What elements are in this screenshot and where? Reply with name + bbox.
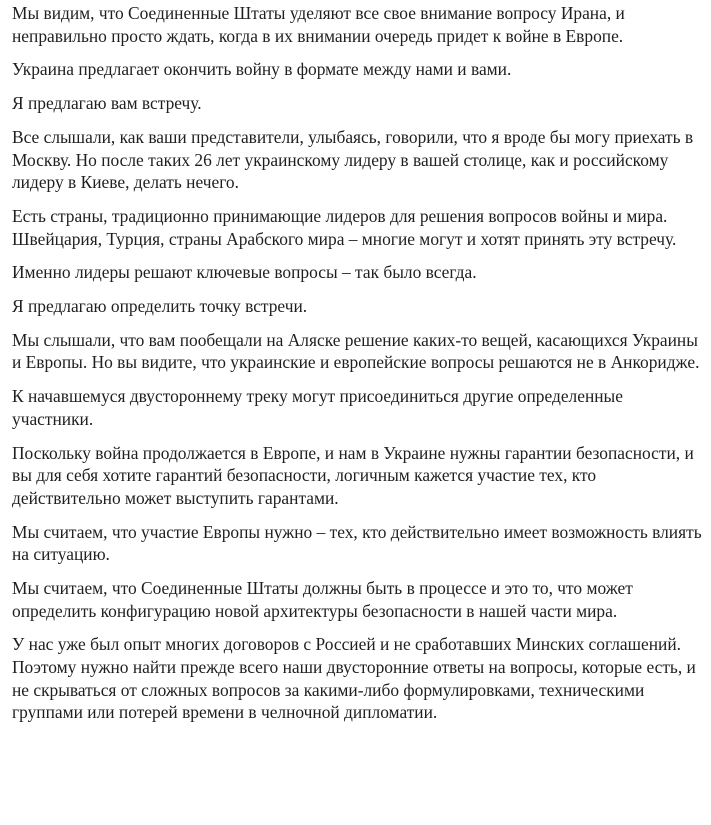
- paragraph: Мы считаем, что Соединенные Штаты должны быть в процессе и это то, что может определить конфигурацию новой архитектуры безопасности в нашей части мира.: [12, 577, 633, 621]
- paragraph: Поскольку война продолжается в Европе, и нам в Украине нужны гарантии безопасности, и вы для себя хотите гарантий безопасности, логичным кажется участие тех, кто действительно может выступить гарантами.: [12, 442, 694, 508]
- paragraph: Я предлагаю определить точку встречи.: [12, 296, 308, 317]
- paragraph: К начавшемуся двустороннему треку могут присоединиться другие определенные участники.: [12, 386, 623, 429]
- paragraph: Мы считаем, что участие Европы нужно – тех, кто действительно имеет возможность влиять на ситуацию.: [12, 521, 702, 565]
- paragraph: Все слышали, как ваши представители, улыбаясь, говорили, что я вроде бы могу приехать в Москву. Но после таких 26 лет украинскому лидеру в вашей столице, как и российскому лидеру в Киеве, делать нечего.: [12, 126, 694, 193]
- paragraph: Я предлагаю вам встречу.: [12, 93, 202, 114]
- paragraph: Есть страны, традиционно принимающие лидеров для решения вопросов войны и мира. Швейцария, Турция, страны Арабского мира – многие могут и хотят принять эту встречу.: [12, 205, 677, 249]
- paragraph: У нас уже был опыт многих договоров с Россией и не сработавших Минских соглашений. Поэтому нужно найти прежде всего наши двусторонние ответы на вопросы, которые есть, и не скрываться от сложных вопросов за какими-либо формулировками, техническими группами или потерей времени в челночной дипломатии.: [12, 634, 696, 723]
- article-body: [12, 2, 704, 735]
- paragraph: Именно лидеры решают ключевые вопросы – так было всегда.: [12, 262, 477, 283]
- paragraph: Мы слышали, что вам пообещали на Аляске решение каких-то вещей, касающихся Украины и Европы. Но вы видите, что украинские и европейские вопросы решаются не в Анкоридже.: [12, 329, 700, 373]
- paragraph: Мы видим, что Соединенные Штаты уделяют все свое внимание вопросу Ирана, и неправильно просто ждать, когда в их внимании очередь придет к войне в Европе.: [12, 3, 625, 46]
- paragraph: Украина предлагает окончить войну в формате между нами и вами.: [12, 59, 512, 80]
